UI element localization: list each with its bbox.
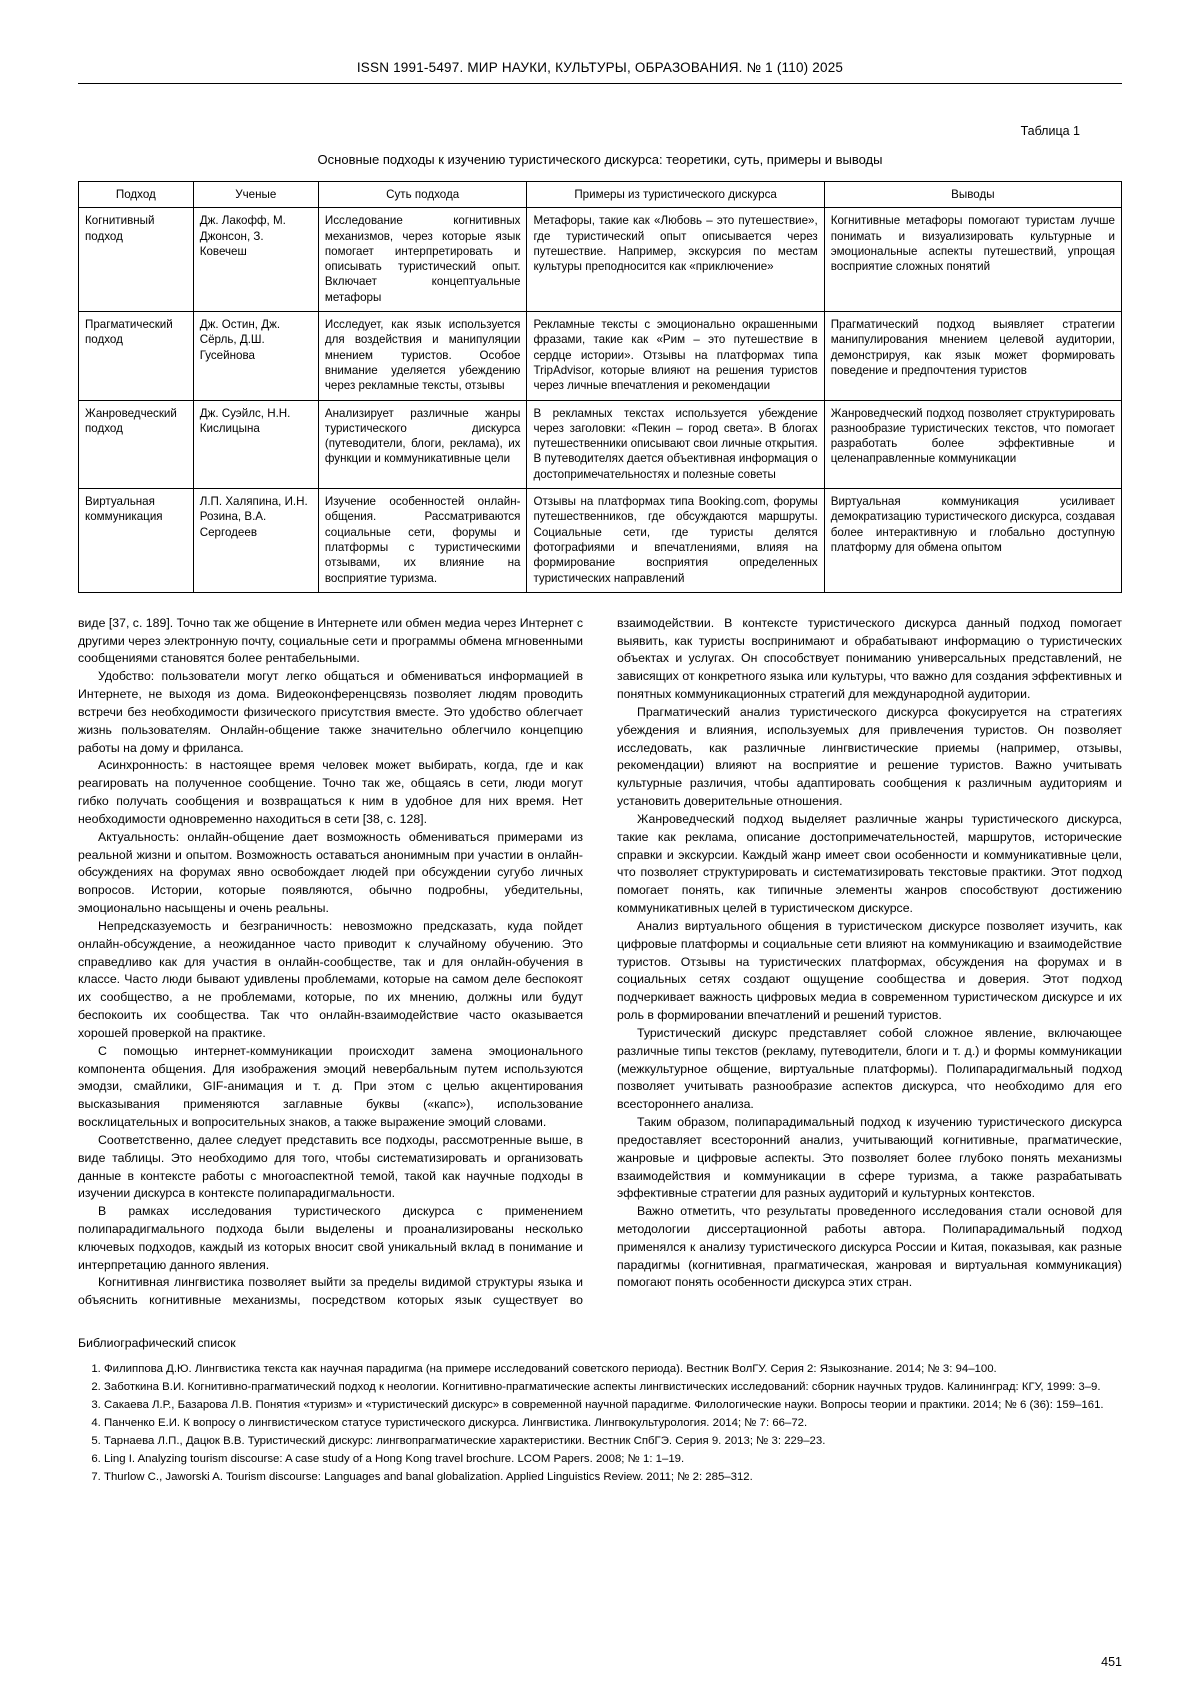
bibliography-item: 5. Тарнаева Л.П., Дацюк В.В. Туристический дискурс: лингвопрагматические характеристики. Вестник СпбГЭ. Серия 9. 2013; № 3: 229–23.	[104, 1434, 1122, 1450]
table-row	[79, 400, 1122, 488]
body-paragraph: Важно отметить, что результаты проведенного исследования стали основой для методологии диссертационной работы автора. Полипарадимальный подход применялся к анализу туристического дискурса России и Китая, показывая, как разные парадигмы (когнитивная, прагматическая, жанровая и виртуальная коммуникация) помогают понять особенности дискурса этих стран.	[617, 1204, 1122, 1290]
cell-conclusions: Прагматический подход выявляет стратегии манипулирования мнением целевой аудитории, демонстрируя, как язык может формировать поведение и предпочтения туристов	[824, 312, 1121, 400]
body-paragraph: Когнитивная лингвистика позволяет выйти за пределы видимой структуры языка и объяснить когнитивные механизмы, посредством которых язык существует во взаимодействии. В контексте туристического дискурса данный подход помогает выявить, как туристы воспринимают и обрабатывают информацию о туристических объектах и услугах. Он способствует пониманию универсальных представлений, не зависящих от конкретного языка или культуры, что важно для создания эффективных и понятных коммуникационных стратегий для международной аудитории.	[78, 615, 1122, 1308]
bibliography-item: 4. Панченко Е.И. К вопросу о лингвистическом статусе туристического дискурса. Лингвистика. Лингвокультурология. 2014; № 7: 66–72.	[104, 1416, 1122, 1432]
cell-approach: Жанроведческий подход	[79, 400, 194, 488]
cell-examples: Рекламные тексты с эмоционально окрашенными фразами, такие как «Рим – это путешествие в сердце истории». Отзывы на платформах типа TripAdvisor, которые влияют на решения туристов через личные впечатления и рекомендации	[527, 312, 824, 400]
cell-approach: Когнитивный подход	[79, 208, 194, 312]
body-paragraph: Прагматический анализ туристического дискурса фокусируется на стратегиях убеждения и влияния, используемых для привлечения туристов. Он позволяет исследовать, как различные лингвистические приемы (например, отзывы, рекомендации) влияют на восприятие и решение туристов. Важно учитывать культурные различия, чтобы адаптировать сообщения к различным аудиториям и установить доверительные отношения.	[617, 704, 1122, 809]
article-body	[78, 615, 1122, 1310]
body-paragraph: Асинхронность: в настоящее время человек может выбирать, когда, где и как реагировать на полученное сообщение. Точно так же, общаясь в сети, люди могут гибко получать сообщения и возвращаться к ним в удобное для них время. Нет необходимости одновременно находиться в сети [38, с. 128].	[78, 758, 583, 826]
table-row	[79, 312, 1122, 400]
table-header-essence: Суть подхода	[318, 182, 527, 208]
body-paragraph: виде [37, с. 189]. Точно так же общение в Интернете или обмен медиа через Интернет с другими через электронную почту, социальные сети и программы обмена мгновенными сообщениями становятся более рентабельными.	[78, 615, 583, 666]
cell-conclusions: Жанроведческий подход позволяет структурировать разнообразие туристических текстов, что помогает разработать более эффективные и целенаправленные коммуникации	[824, 400, 1121, 488]
body-paragraph: В рамках исследования туристического дискурса с применением полипарадигмального подхода были выделены и проанализированы несколько ключевых подходов, каждый из которых вносит свой уникальный вклад в понимание и интерпретацию данного явления.	[78, 1204, 583, 1272]
bibliography-item: 1. Филиппова Д.Ю. Лингвистика текста как научная парадигма (на примере исследований советского периода). Вестник ВолГУ. Серия 2: Языкознание. 2014; № 3: 94–100.	[104, 1362, 1122, 1378]
body-paragraph: Актуальность: онлайн-общение дает возможность обмениваться примерами из реальной жизни и опытом. Возможность оставаться анонимным при участии в онлайн-обсуждениях на форумах явно освобождает людей при обсуждении сугубо личных вопросов. Истории, которые появляются, обычно подробны, убедительны, эмоционально насыщены и очень реальны.	[78, 829, 583, 916]
cell-scholars: Л.П. Халяпина, И.Н. Розина, В.А. Сергодеев	[193, 489, 318, 593]
running-head: ISSN 1991-5497. МИР НАУКИ, КУЛЬТУРЫ, ОБРАЗОВАНИЯ. № 1 (110) 2025	[78, 60, 1122, 84]
body-paragraph: С помощью интернет-коммуникации происходит замена эмоционального компонента общения. Для изображения эмоций невербальным путем используются эмодзи, смайлики, GIF-анимация и т. д. При этом с целью акцентирования высказывания применяются заглавные буквы («капс»), использование восклицательных и вопросительных знаков, а также выражение эмоций словами.	[78, 1043, 583, 1130]
table-header-approach: Подход	[79, 182, 194, 208]
cell-scholars: Дж. Лакофф, М. Джонсон, З. Ковечеш	[193, 208, 318, 312]
cell-essence: Исследует, как язык используется для воздействия и манипуляции мнением туристов. Особое внимание уделяется убеждению через рекламные тексты, отзывы	[318, 312, 527, 400]
cell-approach: Прагматический подход	[79, 312, 194, 400]
cell-approach: Виртуальная коммуникация	[79, 489, 194, 593]
cell-essence: Изучение особенностей онлайн-общения. Рассматриваются социальные сети, форумы и платформы с туристическими отзывами, их влияние на восприятие туризма.	[318, 489, 527, 593]
table-label: Таблица 1	[1020, 124, 1080, 138]
cell-scholars: Дж. Остин, Дж. Сёрль, Д.Ш. Гусейнова	[193, 312, 318, 400]
body-paragraph: Удобство: пользователи могут легко общаться и обмениваться информацией в Интернете, не выходя из дома. Видеоконференцсвязь позволяет людям проводить встречи без необходимости физического присутствия вместе. Это удобство облегчает жизнь пользователям. Онлайн-общение также значительно облегчило концепцию работы на дому и фриланса.	[78, 669, 583, 755]
approaches-table	[78, 181, 1122, 593]
bibliography-list	[78, 1362, 1122, 1486]
table-header-scholars: Ученые	[193, 182, 318, 208]
body-paragraph: Непредсказуемость и безграничность: невозможно предсказать, куда пойдет онлайн-обсуждение, а неожиданное часто приводит к случайному обучению. Это справедливо как для участия в онлайн-сообществе, так и для онлайн-обучения в классе. Часто люди бывают удивлены проблемами, которые на самом деле беспокоят их сообщество, а не проблемами, которые, по их мнению, должны или будут беспокоить их сообщества. Так что онлайн-взаимодействие часто оказывается хорошей проверкой на практике.	[78, 918, 583, 1040]
table-row	[79, 208, 1122, 312]
bibliography-item: 6. Ling I. Analyzing tourism discourse: A case study of a Hong Kong travel brochure. LCOM Papers. 2008; № 1: 1–19.	[104, 1452, 1122, 1468]
cell-examples: Отзывы на платформах типа Booking.com, форумы путешественников, где обсуждаются маршруты. Социальные сети, где туристы делятся фотографиями и впечатлениями, влияя на формирование восприятия определенных туристических направлений	[527, 489, 824, 593]
table-caption: Основные подходы к изучению туристического дискурса: теоретики, суть, примеры и выводы	[317, 152, 883, 167]
bibliography-title: Библиографический список	[78, 1336, 236, 1351]
table-header-conclusions: Выводы	[824, 182, 1121, 208]
cell-conclusions: Виртуальная коммуникация усиливает демократизацию туристического дискурса, создавая более интерактивную и глобально доступную платформу для обмена опытом	[824, 489, 1121, 593]
cell-scholars: Дж. Суэйлс, Н.Н. Кислицына	[193, 400, 318, 488]
body-paragraph: Таким образом, полипарадимальный подход к изучению туристического дискурса предоставляет всесторонний анализ, учитывающий когнитивные, прагматические, жанровые и цифровые аспекты. Это позволяет более глубоко понять механизмы взаимодействия и коммуникации в сфере туризма, а также разрабатывать эффективные стратегии для разных аудиторий и культурных контекстов.	[617, 1115, 1122, 1201]
cell-essence: Анализирует различные жанры туристического дискурса (путеводители, блоги, реклама), их функции и коммуникативные цели	[318, 400, 527, 488]
cell-conclusions: Когнитивные метафоры помогают туристам лучше понимать и визуализировать культурные и эмоциональные аспекты путешествий, упрощая восприятие сложных понятий	[824, 208, 1121, 312]
body-paragraph: Анализ виртуального общения в туристическом дискурсе позволяет изучить, как цифровые платформы и социальные сети влияют на коммуникацию и взаимодействие туристов. Отзывы на туристических платформах, обсуждения на форумах и в социальных сетях создают ощущение сообщества и доверия. Этот подход подчеркивает важность цифровых медиа в современном туристическом дискурсе и их роль в формировании впечатлений и решений туристов.	[617, 918, 1122, 1023]
cell-essence: Исследование когнитивных механизмов, через которые язык помогает интерпретировать и описывать туристический опыт. Включает концептуальные метафоры	[318, 208, 527, 312]
bibliography-item: 7. Thurlow C., Jaworski A. Tourism discourse: Languages and banal globalization. Applied Linguistics Review. 2011; № 2: 285–312.	[104, 1470, 1122, 1486]
table-row	[79, 489, 1122, 593]
bibliography-item: 3. Сакаева Л.Р., Базарова Л.В. Понятия «туризм» и «туристический дискурс» в современной научной парадигме. Филологические науки. Вопросы теории и практики. 2014; № 6 (36): 159–161.	[104, 1398, 1122, 1414]
body-paragraph: Туристический дискурс представляет собой сложное явление, включающее различные типы текстов (рекламу, путеводители, блоги и т. д.) и формы коммуникации (межкультурное общение, виртуальные платформы). Полипарадигмальный подход позволяет учитывать разнообразие аспектов дискурса, что необходимо для его всестороннего анализа.	[617, 1025, 1122, 1112]
table-header-examples: Примеры из туристического дискурса	[527, 182, 824, 208]
table-header-row	[79, 182, 1122, 208]
body-paragraph: Жанроведческий подход выделяет различные жанры туристического дискурса, такие как реклама, описание достопримечательностей, маршрутов, исторические справки и экскурсии. Каждый жанр имеет свои особенности и коммуникативные цели, что позволяет структурировать и систематизировать текстовые практики. Этот подход помогает понять, как типичные элементы жанров способствуют достижению коммуникативных целей в туристическом дискурсе.	[617, 811, 1122, 916]
cell-examples: В рекламных текстах используется убеждение через заголовки: «Пекин – город света». В блогах путешественники описывают свои личные открытия. В путеводителях дается объективная информация о достопримечательностях и полезные советы	[527, 400, 824, 488]
page-number: 451	[1101, 1655, 1122, 1669]
bibliography-item: 2. Заботкина В.И. Когнитивно-прагматический подход к неологии. Когнитивно-прагматические аспекты лингвистических исследований: сборник научных трудов. Калининград: КГУ, 1999: 3–9.	[104, 1380, 1122, 1396]
body-paragraph: Соответственно, далее следует представить все подходы, рассмотренные выше, в виде таблицы. Это необходимо для того, чтобы систематизировать и организовать данные в контексте работы с многоаспектной темой, такой как научные подходы в изучении дискурса в контексте полипарадигмальности.	[78, 1132, 583, 1201]
cell-examples: Метафоры, такие как «Любовь – это путешествие», где туристический опыт описывается через путешествие. Например, экскурсия по местам культуры преподносится как «приключение»	[527, 208, 824, 312]
